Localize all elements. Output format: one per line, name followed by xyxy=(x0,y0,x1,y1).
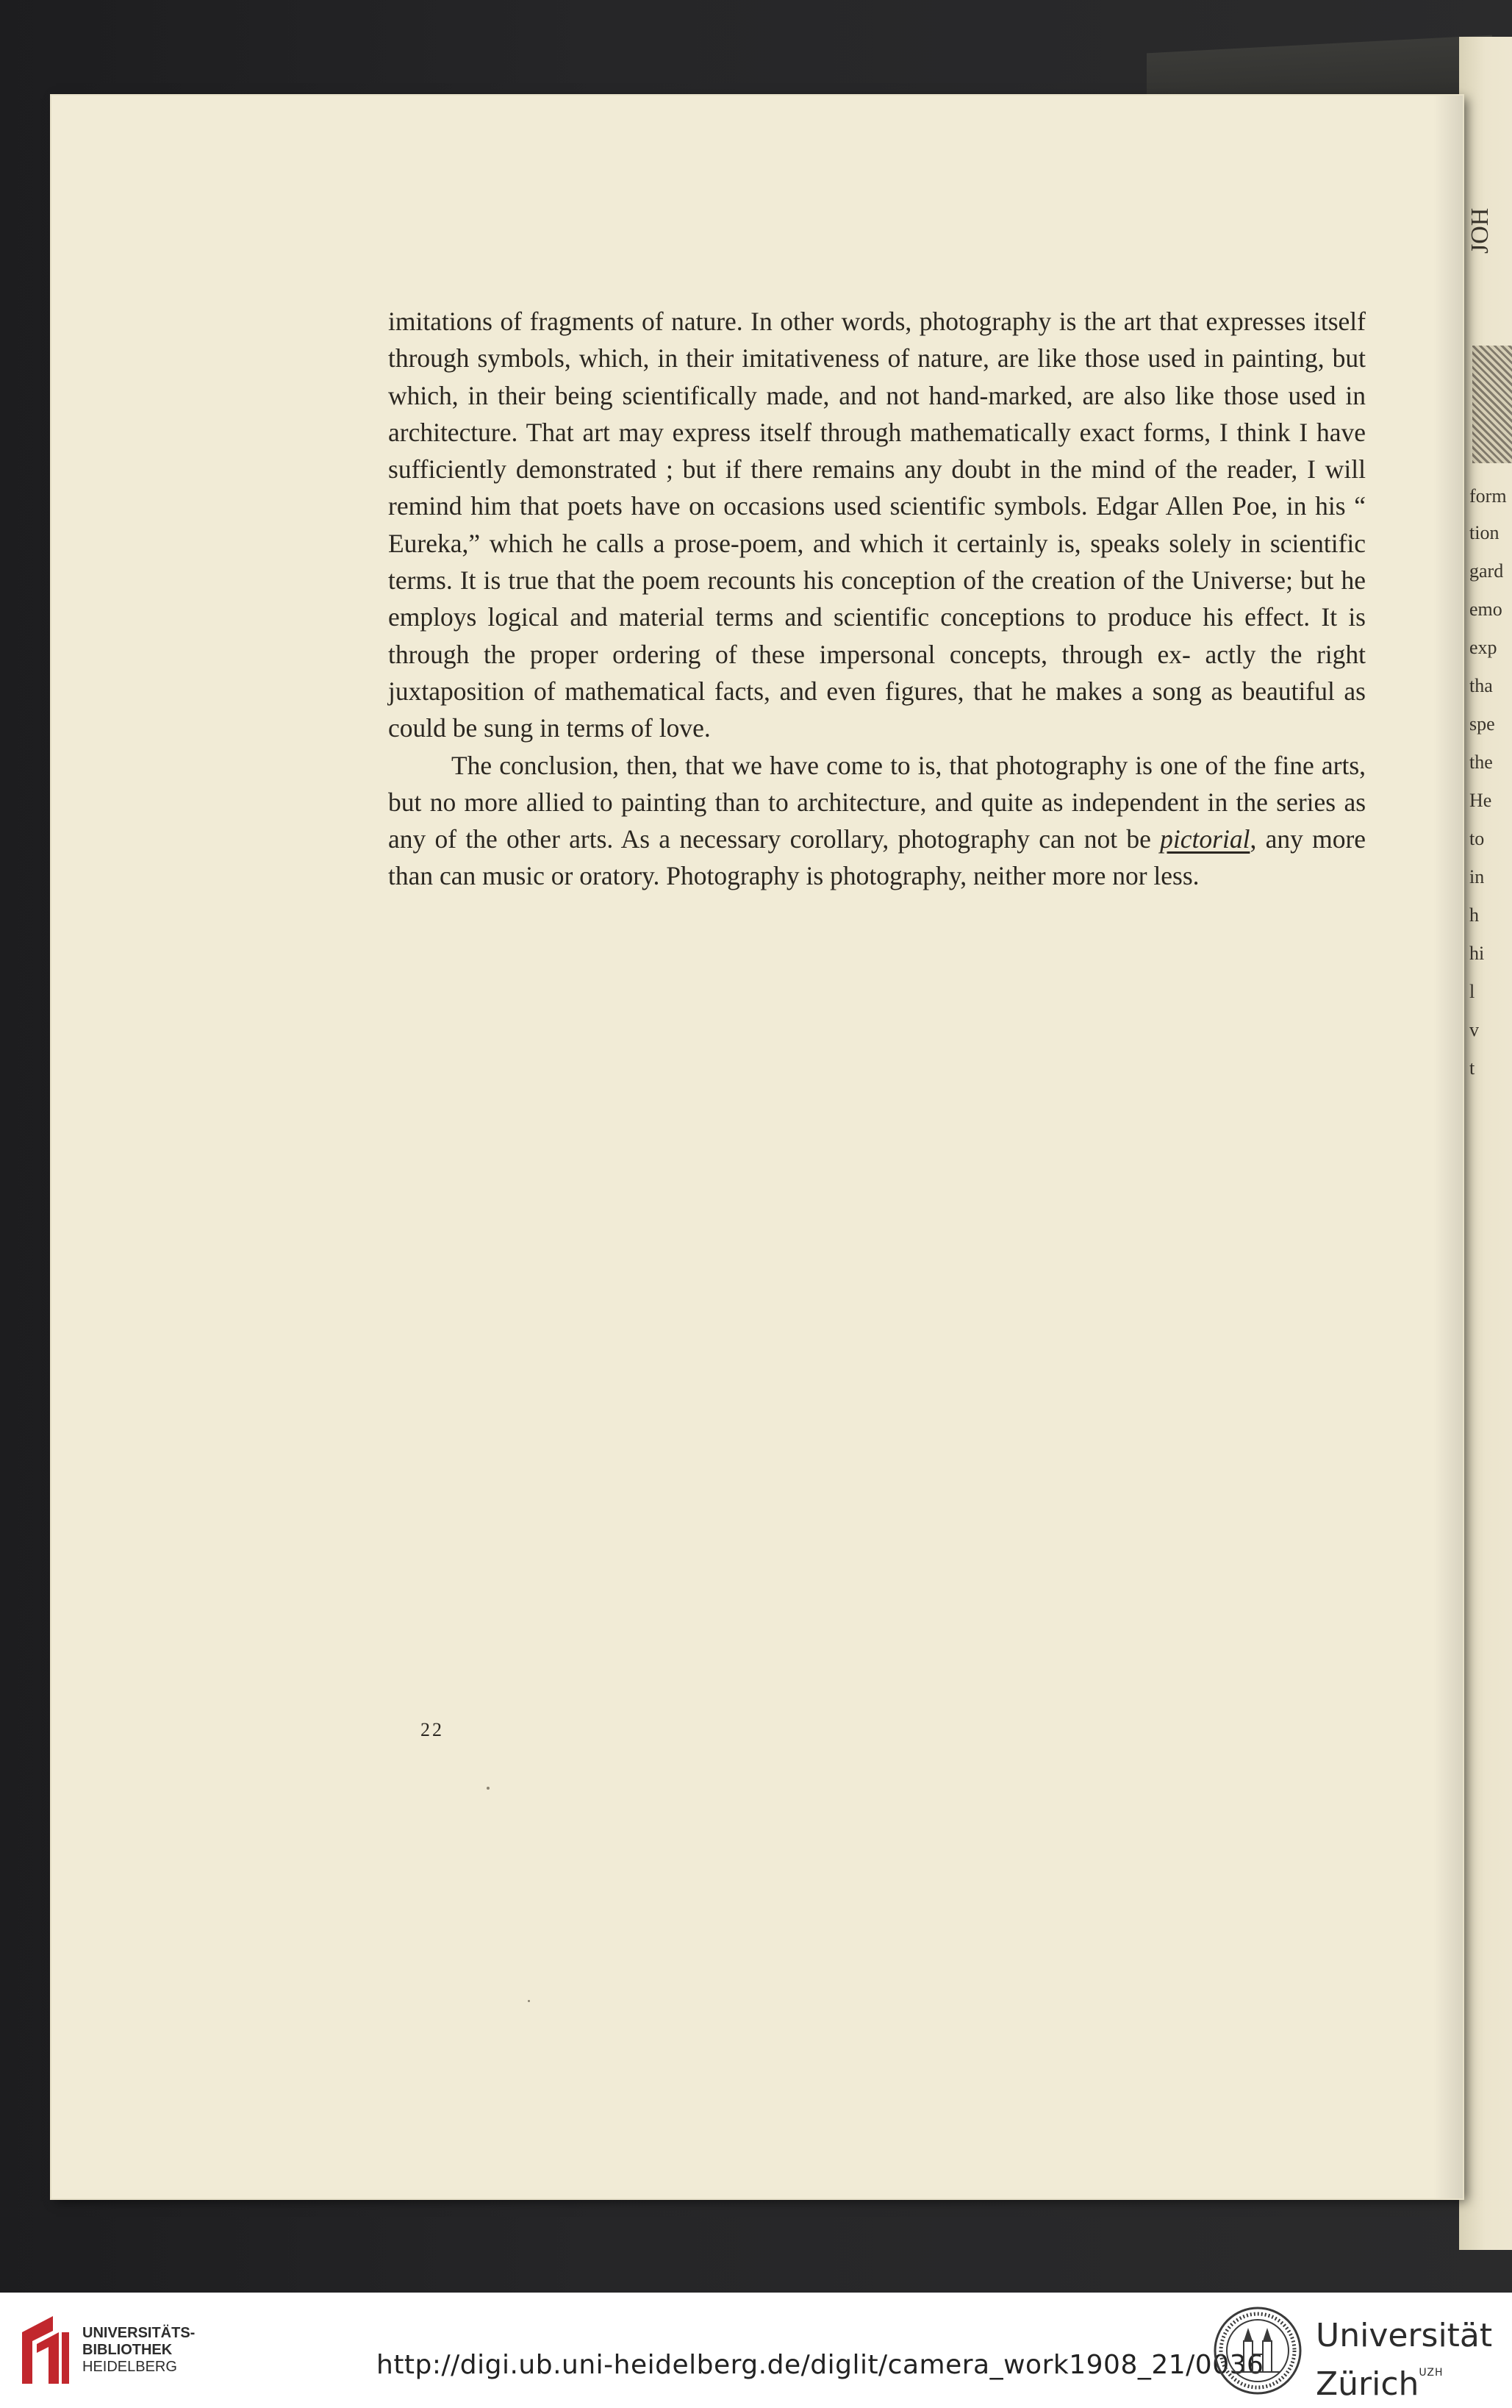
text-line: The conclusion, then, that we have come to is, that photography is one xyxy=(451,750,1198,780)
library-name-line: UNIVERSITÄTS- xyxy=(82,2325,196,2341)
facing-page xyxy=(1459,37,1512,2250)
uzh-abbreviation: UZH xyxy=(1419,2367,1444,2379)
facing-page-fragment: v xyxy=(1469,1019,1479,1040)
university-name-line: Zürich$^{UZH}$ xyxy=(1316,2365,1444,2403)
university-name[interactable] xyxy=(1316,2318,1492,2403)
text-line: corollary, photography can not be xyxy=(789,824,1161,854)
facing-page-fragment: exp xyxy=(1469,637,1497,658)
facing-page-fragment: hi xyxy=(1469,943,1485,964)
facing-page-fragment: h xyxy=(1469,904,1479,926)
library-name[interactable] xyxy=(82,2325,195,2376)
text-line: demonstrated ; but if there remains any doubt in the mind of the reader, I xyxy=(515,454,1316,485)
paper-speck xyxy=(528,2000,530,2002)
university-name-line: Universität xyxy=(1316,2317,1493,2354)
heidelberg-library-logo-icon[interactable] xyxy=(16,2310,75,2391)
text-line: oratory. Photography is photography, neither more nor less. xyxy=(579,861,1200,891)
text-line: imitations of fragments of nature. In other words, photography is the art xyxy=(388,307,1152,336)
text-line: Edgar Allen Poe, in his “ Eureka,” which he calls a prose-poem, and which xyxy=(388,491,1366,558)
footer-bar xyxy=(0,2293,1512,2408)
facing-page-fragment: spe xyxy=(1469,713,1495,735)
facing-page-fragment: tion xyxy=(1469,522,1500,543)
text-line: of the fine arts, but no more allied to painting than to architecture, and quite xyxy=(388,750,1366,817)
text-line: , any more than can music or xyxy=(388,824,1366,891)
facing-page-fragment: to xyxy=(1469,828,1485,849)
paper-speck xyxy=(487,1787,490,1790)
facing-page-fragment: tha xyxy=(1469,675,1493,696)
book-page xyxy=(51,96,1463,2198)
text-line: express itself through mathematically exact forms, I think I have sufficiently xyxy=(388,417,1366,485)
library-name-line: HEIDELBERG xyxy=(82,2359,177,2375)
facing-page-fragment: l xyxy=(1469,981,1475,1002)
paragraph-2 xyxy=(388,747,1366,895)
text-line: are like those used in painting, but which, in their being scientifically made, xyxy=(388,343,1366,410)
facing-page-fragment: in xyxy=(1469,866,1485,887)
body-text xyxy=(388,303,1366,895)
text-line: logical and material terms and scientific conceptions to produce his effect. xyxy=(487,602,1311,632)
text-line: makes a song as beautiful as could be sung in terms of love. xyxy=(388,676,1366,743)
facing-page-fragment: He xyxy=(1469,790,1492,811)
page-number: 22 xyxy=(420,1719,444,1740)
facing-page-heading: JOH xyxy=(1466,207,1494,254)
text-line: recounts his conception of the creation of the Universe; but he employs xyxy=(388,565,1366,632)
library-name-line: BIBLIOTHEK xyxy=(82,2342,173,2358)
text-line: and not hand-marked, are also like those used in architecture. That art may xyxy=(388,380,1366,447)
text-line: will remind him that poets have on occasions used scientific symbols. xyxy=(388,454,1366,521)
text-line: It is through the proper ordering of these impersonal concepts, through ex- xyxy=(388,602,1366,669)
text-line: that expresses itself through symbols, which, in their imitativeness of nature, xyxy=(388,307,1366,374)
text-line: as independent in the series as any of the other arts. As a necessary xyxy=(388,787,1366,854)
italic-word: pictorial xyxy=(1160,824,1250,854)
facing-page-ornament xyxy=(1472,346,1512,463)
facing-page-fragment: gard xyxy=(1469,560,1504,582)
text-line: it certainly is, speaks solely in scientific terms. It is true that the poem xyxy=(388,528,1366,596)
uzh-seal-icon[interactable] xyxy=(1213,2306,1303,2396)
facing-page-fragment: t xyxy=(1469,1057,1475,1079)
paragraph-1 xyxy=(388,303,1366,747)
text-line: actly the right juxtaposition of mathematical facts, and even figures, that he xyxy=(388,639,1366,706)
facing-page-fragment: form xyxy=(1469,485,1507,507)
permalink-url[interactable]: http://digi.ub.uni-heidelberg.de/diglit/camera_work1908_21/0036 xyxy=(376,2350,1264,2380)
facing-page-fragment: the xyxy=(1469,751,1493,773)
facing-page-fragment: emo xyxy=(1469,599,1502,620)
